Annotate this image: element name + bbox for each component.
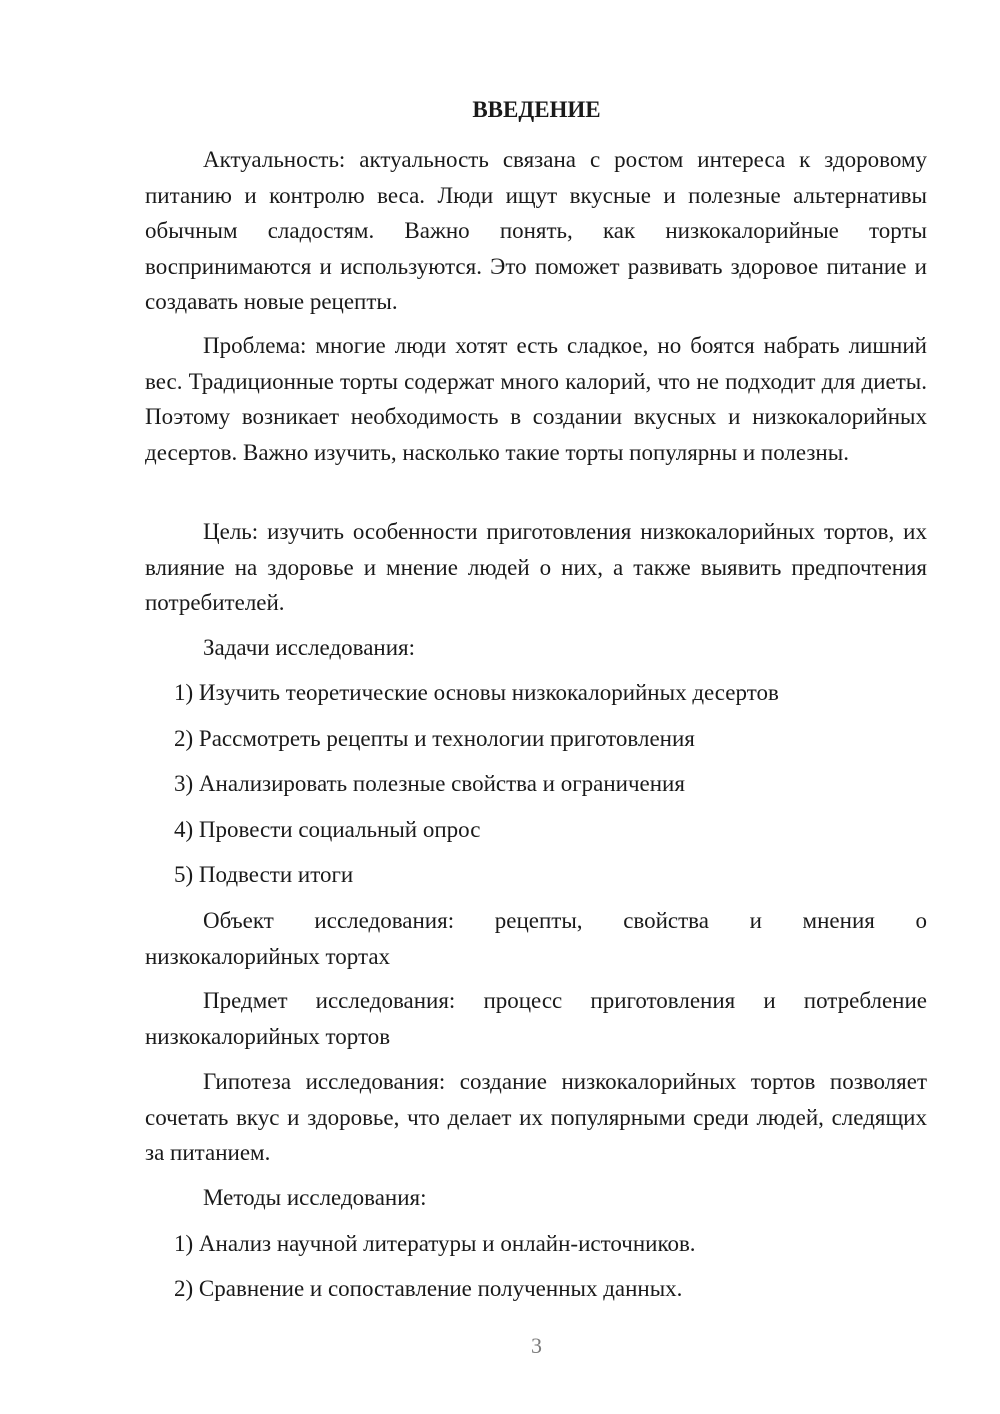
- page-number: 3: [531, 1333, 542, 1358]
- task-item-5: 5) Подвести итоги: [174, 862, 354, 887]
- task-item-3: 3) Анализировать полезные свойства и ограничения: [174, 771, 685, 796]
- task-item-1: 1) Изучить теоретические основы низкокалорийных десертов: [174, 680, 779, 705]
- task-item-2: 2) Рассмотреть рецепты и технологии приготовления: [174, 726, 695, 751]
- subject-paragraph: Предмет исследования: процесс приготовления и потребление низкокалорийных тортов: [145, 988, 927, 1049]
- object-line-1: Объект исследования: рецепты, свойства и мнения о: [203, 908, 927, 933]
- methods-title: Методы исследования:: [203, 1185, 427, 1210]
- object-line-2: низкокалорийных тортах: [145, 943, 391, 969]
- tasks-title: Задачи исследования:: [203, 635, 416, 660]
- method-item-2: 2) Сравнение и сопоставление полученных данных.: [174, 1276, 683, 1301]
- section-heading: ВВЕДЕНИЕ: [472, 97, 601, 122]
- relevance-paragraph: Актуальность: актуальность связана с ростом интереса к здоровому питанию и контролю веса. Люди ищут вкусные и полезные альтернативы обычным сладостям. Важно понять, как низкокалорийные торты воспринимаются и используются. Это поможет развивать здоровое питание и создавать новые рецепты.: [145, 147, 927, 314]
- task-item-4: 4) Провести социальный опрос: [174, 817, 481, 842]
- object-paragraph: [145, 903, 927, 974]
- goal-paragraph: Цель: изучить особенности приготовления низкокалорийных тортов, их влияние на здоровье и мнение людей о них, а также выявить предпочтения потребителей.: [145, 519, 927, 615]
- method-item-1: 1) Анализ научной литературы и онлайн-источников.: [174, 1231, 696, 1256]
- problem-paragraph: Проблема: многие люди хотят есть сладкое, но боятся набрать лишний вес. Традиционные торты содержат много калорий, что не подходит для диеты. Поэтому возникает необходимость в создании вкусных и низкокалорийных десертов. Важно изучить, насколько такие торты популярны и полезны.: [145, 333, 927, 465]
- hypothesis-paragraph: Гипотеза исследования: создание низкокалорийных тортов позволяет сочетать вкус и здоровье, что делает их популярными среди людей, следящих за питанием.: [145, 1069, 927, 1165]
